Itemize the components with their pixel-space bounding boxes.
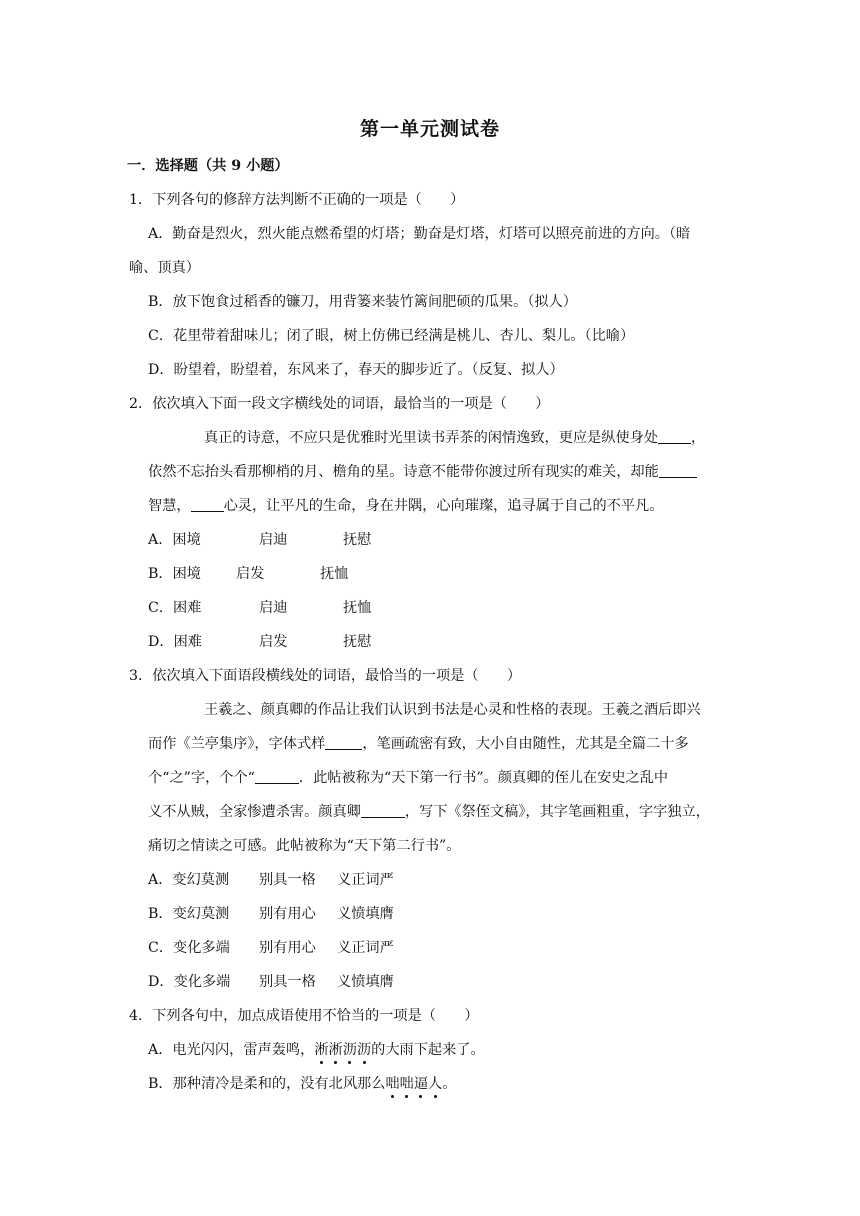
question-1-option-c: C．花里带着甜味儿；闭了眼，树上仿佛已经满是桃儿、杏儿、梨儿。（比喻） (148, 328, 635, 344)
question-3-option-a (148, 870, 394, 890)
option-text: 的大雨下起来了。 (371, 1042, 485, 1058)
question-1-option-b: B．放下饱食过稻香的镰刀，用背篓来装竹篱间肥硕的瓜果。（拟人） (148, 294, 577, 310)
option-word: 义正词严 (337, 940, 394, 956)
question-3-option-b (148, 904, 394, 924)
passage-text: ， (691, 430, 706, 446)
option-word: 义愤填膺 (337, 906, 394, 922)
dotted-char: 逼 (413, 1076, 429, 1092)
option-text: 。 (442, 1076, 457, 1092)
question-3-passage-line-4 (148, 802, 710, 822)
passage-text: ．此帖被称为“天下第一行书”。颜真卿的侄儿在安史之乱中 (298, 770, 669, 786)
option-word: 别具一格 (259, 872, 316, 888)
question-1-stem: 1．下列各句的修辞方法判断不正确的一项是（ ） (129, 192, 465, 208)
dotted-char: 沥 (342, 1042, 357, 1058)
dotted-char: 咄 (399, 1076, 414, 1092)
dotted-char: 沥 (356, 1042, 372, 1058)
option-word: 抚恤 (343, 600, 372, 616)
option-text: A．电光闪闪，雷声轰鸣， (148, 1042, 315, 1058)
passage-text: 心灵，让平凡的生命，身在井隅，心向璀璨，追寻属于自己的不平凡。 (223, 498, 664, 514)
option-word: 义正词严 (337, 872, 394, 888)
question-3-option-c (148, 938, 394, 958)
option-label: A．变幻莫测 (148, 872, 230, 888)
dotted-char: 淅 (328, 1042, 343, 1058)
option-word: 别具一格 (259, 974, 316, 990)
answer-blank (658, 429, 691, 444)
question-3-passage-line-2 (148, 734, 689, 754)
option-word: 启发 (236, 566, 265, 582)
dotted-char: 淅 (314, 1042, 329, 1058)
passage-text: 真正的诗意，不应只是优雅时光里读书弄茶的闲情逸致，更应是纵使身处 (204, 430, 659, 446)
option-label: B．困境 (148, 566, 201, 582)
question-2-passage-line-2 (148, 462, 697, 482)
option-word: 启发 (259, 634, 288, 650)
section-heading: 一．选择题（共 9 小题） (127, 158, 289, 174)
question-2-passage-line-1 (204, 428, 705, 448)
option-label: C．困难 (148, 600, 202, 616)
passage-text: 义不从贼，全家惨遭杀害。颜真卿 (148, 804, 361, 820)
option-label: A．困境 (148, 532, 201, 548)
answer-blank (361, 803, 405, 818)
answer-blank (659, 463, 697, 478)
option-label: D．变化多端 (148, 974, 231, 990)
dotted-char: 人 (428, 1076, 443, 1092)
question-1-option-a: A．勤奋是烈火，烈火能点燃希望的灯塔；勤奋是灯塔，灯塔可以照亮前进的方向。（暗 (148, 226, 691, 242)
answer-blank (255, 769, 299, 784)
passage-text: 而作《兰亭集序》，字体式样 (148, 736, 326, 752)
passage-text: 依然不忘抬头看那柳梢的月、檐角的星。诗意不能带你渡过所有现实的难关，却能 (148, 464, 659, 480)
option-word: 启迪 (259, 600, 288, 616)
option-word: 义愤填膺 (337, 974, 394, 990)
answer-blank (191, 497, 224, 512)
question-2-option-c (148, 598, 371, 618)
answer-blank (325, 735, 362, 750)
option-label: D．困难 (148, 634, 202, 650)
question-4-option-a (148, 1040, 485, 1060)
question-2-option-a (148, 530, 371, 550)
option-text: B．那种清冷是柔和的，没有北风那么 (148, 1076, 386, 1092)
question-4-option-b (148, 1074, 456, 1094)
option-label: C．变化多端 (148, 940, 230, 956)
question-1-option-a-continued: 喻、顶真） (129, 260, 200, 276)
passage-text: 个“之”字，个个“ (148, 770, 255, 786)
option-word: 抚慰 (343, 634, 372, 650)
option-word: 抚慰 (343, 532, 372, 548)
question-3-passage-line-5: 痛切之情读之可感。此帖被称为“天下第二行书”。 (148, 838, 461, 854)
option-word: 启迪 (259, 532, 288, 548)
passage-text: 智慧， (148, 498, 191, 514)
option-word: 抚恤 (320, 566, 349, 582)
question-2-option-b (148, 564, 348, 584)
question-4-stem: 4．下列各句中，加点成语使用不恰当的一项是（ ） (129, 1008, 479, 1024)
page-title: 第一单元测试卷 (359, 118, 500, 140)
question-3-passage-line-3 (148, 768, 668, 788)
question-3-stem: 3．依次填入下面语段横线处的词语，最恰当的一项是（ ） (129, 668, 522, 684)
question-2-stem: 2．依次填入下面一段文字横线处的词语，最恰当的一项是（ ） (129, 396, 550, 412)
question-3-option-d (148, 972, 394, 992)
question-2-option-d (148, 632, 371, 652)
option-word: 别有用心 (259, 906, 316, 922)
passage-text: ，笔画疏密有致，大小自由随性，尤其是全篇二十多 (362, 736, 689, 752)
option-word: 别有用心 (259, 940, 316, 956)
option-label: B．变幻莫测 (148, 906, 230, 922)
dotted-char: 咄 (385, 1076, 400, 1092)
question-3-passage-line-1: 王羲之、颜真卿的作品让我们认识到书法是心灵和性格的表现。王羲之酒后即兴 (204, 702, 701, 718)
passage-text: ，写下《祭侄文稿》，其字笔画粗重，字字独立， (404, 804, 710, 820)
question-2-passage-line-3 (148, 496, 663, 516)
question-1-option-d: D．盼望着，盼望着，东风来了，春天的脚步近了。（反复、拟人） (148, 362, 564, 378)
